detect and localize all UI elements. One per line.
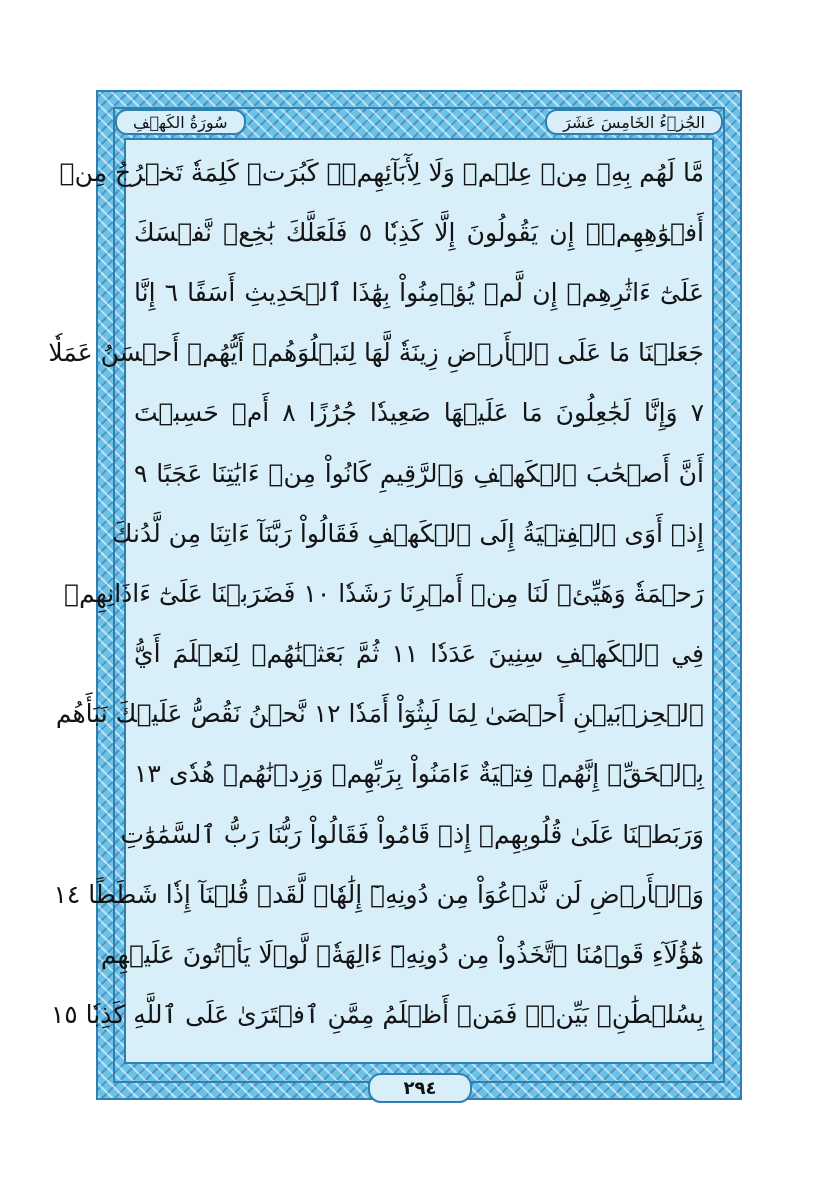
text-line: أَفۡوَٰهِهِمۡۚ إِن يَقُولُونَ إِلَّا كَذِبٗا ٥ فَلَعَلَّكَ بَٰخِعٞ نَّفۡسَكَ: [134, 217, 704, 247]
page-header: [115, 109, 723, 135]
surah-name-cartouche: [115, 109, 246, 135]
text-line: أَنَّ أَصۡحَٰبَ ٱلۡكَهۡفِ وَٱلرَّقِيمِ كَانُواْ مِنۡ ءَايَٰتِنَا عَجَبًا ٩: [134, 458, 704, 488]
text-line: مَّا لَهُم بِهِۦ مِنۡ عِلۡمٖ وَلَا لِأٓبَآئِهِمۡۚ كَبُرَتۡ كَلِمَةٗ تَخۡرُجُ مِنۡ: [59, 157, 704, 187]
text-line: وَٱلۡأَرۡضِ لَن نَّدۡعُوَاْ مِن دُونِهِۦٓ إِلَٰهٗاۖ لَّقَدۡ قُلۡنَآ إِذٗا شَطَطًا ١٤: [53, 879, 704, 909]
text-line: عَلَىٰٓ ءَاثَٰرِهِمۡ إِن لَّمۡ يُؤۡمِنُواْ بِهَٰذَا ٱلۡحَدِيثِ أَسَفًا ٦ إِنَّا: [134, 277, 705, 307]
text-line: ٱلۡحِزۡبَيۡنِ أَحۡصَىٰ لِمَا لَبِثُوٓاْ أَمَدٗا ١٢ نَّحۡنُ نَقُصُّ عَلَيۡكَ نَبَأَهُم: [55, 699, 704, 729]
juz-name-cartouche: [545, 109, 723, 135]
text-line: بِسُلۡطَٰنِۭ بَيِّنٖۖ فَمَنۡ أَظۡلَمُ مِمَّنِ ٱفۡتَرَىٰ عَلَى ٱللَّهِ كَذِبٗا ١٥: [50, 1000, 704, 1030]
page-number: ٢٩٤: [403, 1077, 437, 1099]
quran-text-block: [48, 142, 705, 1062]
juz-name: الجُزۡءُ الخَامِسَ عَشَرَ: [563, 112, 705, 132]
text-line: وَرَبَطۡنَا عَلَىٰ قُلُوبِهِمۡ إِذۡ قَامُواْ فَقَالُواْ رَبُّنَا رَبُّ ٱلسَّمَٰوَٰتِ: [120, 819, 704, 849]
text-line: ٧ وَإِنَّا لَجَٰعِلُونَ مَا عَلَيۡهَا صَعِيدٗا جُرُزًا ٨ أَمۡ حَسِبۡتَ: [134, 398, 704, 428]
text-line: فِي ٱلۡكَهۡفِ سِنِينَ عَدَدٗا ١١ ثُمَّ بَعَثۡنَٰهُمۡ لِنَعۡلَمَ أَيُّ: [134, 639, 705, 669]
text-line: بِٱلۡحَقِّۚ إِنَّهُمۡ فِتۡيَةٌ ءَامَنُواْ بِرَبِّهِمۡ وَزِدۡنَٰهُمۡ هُدٗى ١٣: [134, 759, 704, 789]
page-number-cartouche: [368, 1073, 472, 1103]
text-line: إِذۡ أَوَى ٱلۡفِتۡيَةُ إِلَى ٱلۡكَهۡفِ فَقَالُواْ رَبَّنَآ ءَاتِنَا مِن لَّدُنكَ: [111, 518, 704, 548]
surah-name: سُورَةُ الكَهۡفِ: [133, 112, 228, 132]
text-line: هَٰٓؤُلَآءِ قَوۡمُنَا ٱتَّخَذُواْ مِن دُونِهِۦٓ ءَالِهَةٗۖ لَّوۡلَا يَأۡتُونَ عَلَيۡهِم: [100, 940, 704, 970]
text-line: رَحۡمَةٗ وَهَيِّئۡ لَنَا مِنۡ أَمۡرِنَا رَشَدٗا ١٠ فَضَرَبۡنَا عَلَىٰٓ ءَاذَانِهِمۡ: [64, 578, 704, 608]
text-line: جَعَلۡنَا مَا عَلَى ٱلۡأَرۡضِ زِينَةٗ لَّهَا لِنَبۡلُوَهُمۡ أَيُّهُمۡ أَحۡسَنُ عَمَلٗا: [48, 338, 704, 368]
